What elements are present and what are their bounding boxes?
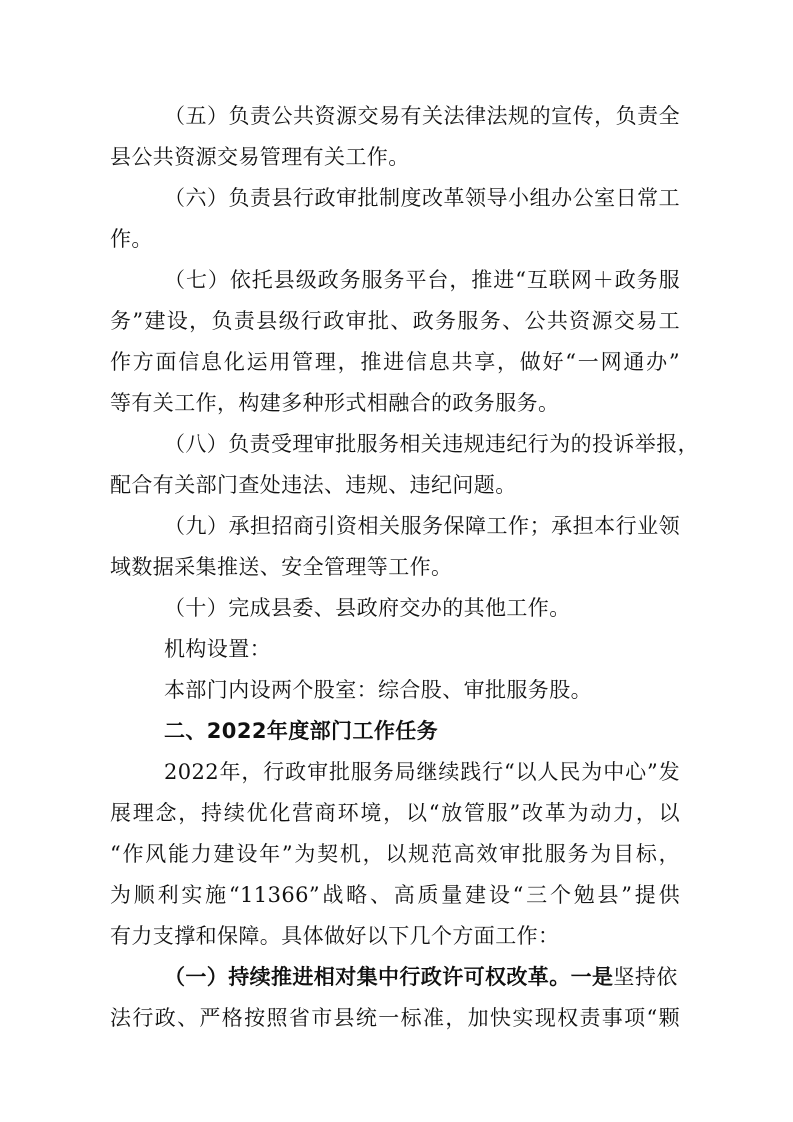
paragraph-line: 域数据采集推送、安全管理等工作。: [110, 555, 453, 579]
paragraph-line: 县公共资源交易管理有关工作。: [110, 145, 410, 169]
subsection-heading: （一）持续推进相对集中行政许可权改革。: [164, 965, 571, 989]
paragraph-line: （七）依托县级政务服务平台，推进“互联网＋政务服: [164, 268, 680, 292]
paragraph-line: 展理念，持续优化营商环境，以“放管服”改革为动力，以: [110, 801, 680, 825]
paragraph-line: 等有关工作，构建多种形式相融合的政务服务。: [110, 391, 560, 415]
paragraph-line: 有力支撑和保障。具体做好以下几个方面工作：: [110, 924, 560, 948]
paragraph-line: 配合有关部门查处违法、违规、违纪问题。: [110, 473, 517, 497]
paragraph-line: “作风能力建设年”为契机，以规范高效审批服务为目标，: [110, 842, 680, 866]
paragraph-text: 坚持依: [613, 965, 678, 989]
paragraph-line: （六）负责县行政审批制度改革领导小组办公室日常工: [164, 186, 680, 210]
paragraph-line: 务”建设，负责县级行政审批、政务服务、公共资源交易工: [110, 309, 680, 333]
paragraph-line: （十）完成县委、县政府交办的其他工作。: [164, 596, 571, 620]
paragraph-line: （九）承担招商引资相关服务保障工作；承担本行业领: [164, 514, 680, 538]
section-heading: 二、2022年度部门工作任务: [164, 719, 439, 743]
paragraph-line: （八）负责受理审批服务相关违规违纪行为的投诉举报，: [164, 432, 699, 456]
paragraph-line: （五）负责公共资源交易有关法律法规的宣传，负责全: [164, 104, 680, 128]
paragraph-line: 为顺利实施“11366”战略、高质量建设“三个勉县”提供: [110, 883, 680, 907]
paragraph-line: 作。: [110, 227, 153, 251]
subsection-line: [0, 964, 793, 991]
emphasis-first: 一是: [570, 965, 614, 989]
paragraph-line: 法行政、严格按照省市县统一标准，加快实现权责事项“颗: [110, 1006, 680, 1030]
paragraph-line: 本部门内设两个股室：综合股、审批服务股。: [164, 678, 592, 702]
paragraph-line: 2022年，行政审批服务局继续践行“以人民为中心”发: [164, 760, 680, 784]
paragraph-line: 作方面信息化运用管理，推进信息共享，做好“一网通办”: [110, 350, 680, 374]
paragraph-line: 机构设置：: [164, 637, 271, 661]
